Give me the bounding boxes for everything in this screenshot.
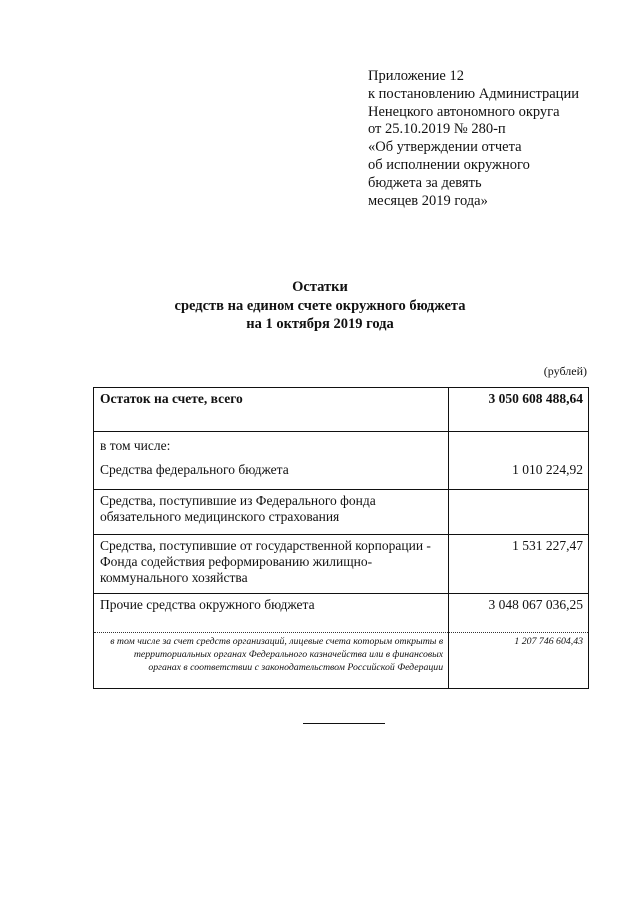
- row-amount: 3 048 067 036,25: [449, 594, 589, 633]
- balances-table: [93, 387, 589, 689]
- total-amount: 3 050 608 488,64: [449, 388, 589, 432]
- appendix-line: к постановлению Администрации: [368, 85, 579, 102]
- appendix-line: Ненецкого автономного округа: [368, 103, 560, 120]
- row-label: Средства, поступившие из Федерального фонда обязательного медицинского страхования: [94, 490, 449, 535]
- title-line-2: средств на едином счете окружного бюджета: [174, 297, 466, 314]
- table-row: [94, 490, 589, 535]
- appendix-line: «Об утверждении отчета: [368, 139, 522, 156]
- appendix-line: месяцев 2019 года»: [368, 192, 488, 209]
- appendix-line: от 25.10.2019 № 280-п: [368, 121, 506, 138]
- total-label: Остаток на счете, всего: [94, 388, 449, 432]
- table-row-intro: [94, 432, 589, 455]
- row-label: Средства, поступившие от государственной корпорации - Фонда содействия реформированию жилищно-коммунального хозяйства: [94, 535, 449, 594]
- intro-label: в том числе:: [94, 432, 449, 455]
- note-label: в том числе за счет средств организаций, лицевые счета которым открыты в территориальных органах Федерального казначейства или в финансовых органах в соответствии с законодательством Российской Федерации: [94, 633, 449, 689]
- appendix-line: Приложение 12: [368, 68, 464, 84]
- table-row: [94, 454, 589, 490]
- row-label: Средства федерального бюджета: [94, 454, 449, 490]
- appendix-line: бюджета за девять: [368, 174, 482, 191]
- table-row-total: [94, 388, 589, 432]
- title-line-1: Остатки: [292, 279, 348, 295]
- end-divider: [303, 723, 385, 724]
- table-row: [94, 535, 589, 594]
- row-amount: 1 010 224,92: [449, 454, 589, 490]
- table-row: [94, 594, 589, 633]
- row-amount: [449, 490, 589, 535]
- appendix-line: об исполнении окружного: [368, 156, 530, 173]
- table-row-note: [94, 633, 589, 689]
- appendix-block: [368, 68, 618, 210]
- unit-label: (рублей): [543, 364, 587, 378]
- row-label: Прочие средства окружного бюджета: [94, 594, 449, 633]
- row-amount: 1 531 227,47: [449, 535, 589, 594]
- title-line-3: на 1 октября 2019 года: [246, 316, 394, 332]
- note-amount: 1 207 746 604,43: [449, 633, 589, 689]
- intro-amount-cell: [449, 432, 589, 455]
- document-title: [0, 278, 640, 334]
